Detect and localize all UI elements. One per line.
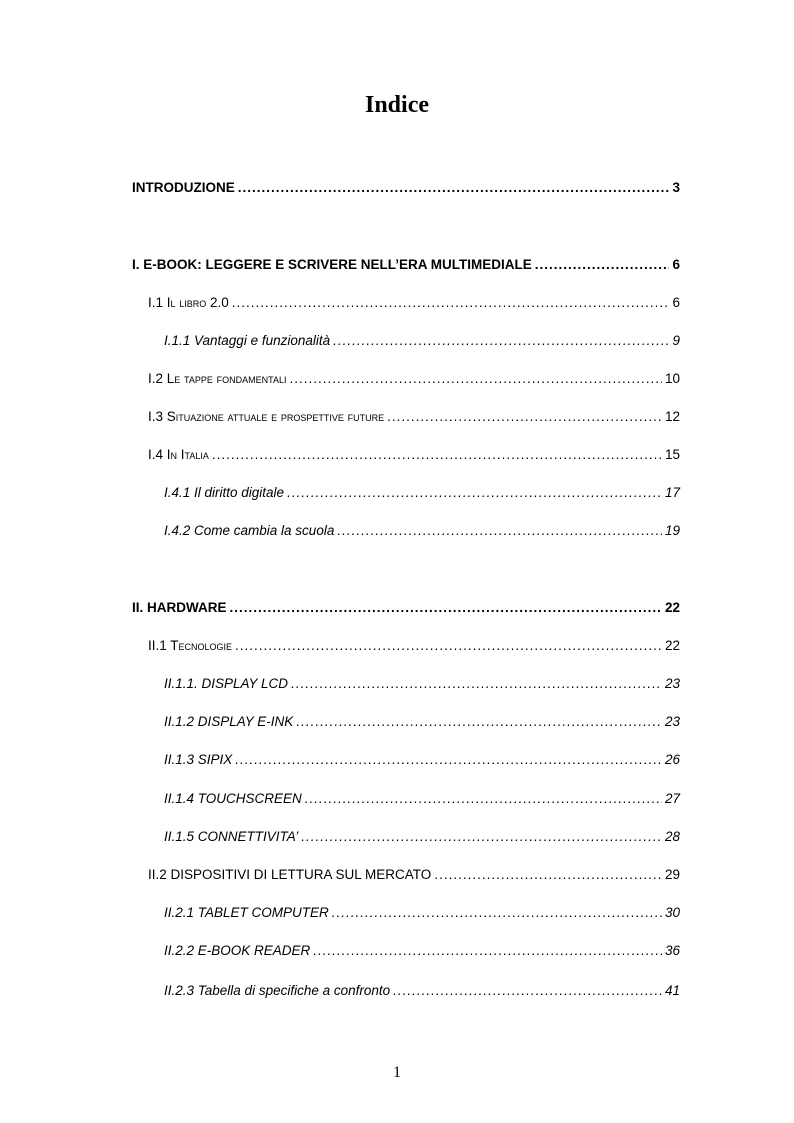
toc-entry-2-2-3[interactable]	[164, 982, 680, 1000]
toc-entry-2-1-3[interactable]	[164, 751, 680, 769]
toc-entry-page: 17	[664, 485, 680, 500]
toc-entry-label: II. HARDWARE	[132, 600, 227, 615]
toc-entry-page: 28	[664, 829, 680, 844]
toc-entry-page: 36	[664, 943, 680, 958]
toc-dot-leader	[296, 713, 662, 731]
toc-entry-label: II.2.2 E-BOOK READER	[164, 943, 311, 958]
toc-entry-1-4-2[interactable]	[164, 522, 680, 540]
toc-entry-2-2-1[interactable]	[164, 904, 680, 922]
toc-entry-chapter-2[interactable]	[132, 599, 680, 617]
toc-entry-label: II.1.1. DISPLAY LCD	[164, 676, 289, 691]
toc-dot-leader	[337, 522, 662, 540]
toc-dot-leader	[393, 982, 662, 1000]
toc-entry-page: 15	[664, 447, 680, 462]
toc-entry-page: 27	[664, 791, 680, 806]
toc-entry-label: II.2.3 Tabella di specifiche a confronto	[164, 983, 391, 998]
toc-entry-label: II.1.5 CONNETTIVITA’	[164, 829, 299, 844]
toc-dot-leader	[535, 256, 670, 274]
toc-entry-label: I.2 Le tappe fondamentali	[148, 371, 287, 386]
toc-dot-leader	[289, 370, 662, 388]
toc-entry-label: I.4 In Italia	[148, 447, 209, 462]
toc-entry-label: INTRODUZIONE	[132, 180, 235, 195]
toc-entry-2-2-2[interactable]	[164, 942, 680, 960]
toc-entry-page: 26	[664, 752, 680, 767]
toc-entry-page: 6	[672, 257, 680, 272]
toc-entry-page: 22	[664, 600, 680, 615]
toc-dot-leader	[332, 904, 662, 922]
toc-entry-label: I.4.1 Il diritto digitale	[164, 485, 285, 500]
toc-dot-leader	[387, 408, 662, 426]
toc-entry-label: I.1 Il libro 2.0	[148, 295, 229, 310]
toc-entry-page: 19	[664, 523, 680, 538]
page-number: 1	[393, 1064, 401, 1081]
toc-entry-chapter-1[interactable]	[132, 256, 680, 274]
toc-entry-page: 41	[664, 983, 680, 998]
toc-entry-label: II.2.1 TABLET COMPUTER	[164, 905, 329, 920]
toc-entry-1-2[interactable]	[148, 370, 680, 388]
toc-dot-leader	[238, 179, 670, 197]
toc-entry-label: II.1.3 SIPIX	[164, 752, 233, 767]
toc-entry-label: I.4.2 Come cambia la scuola	[164, 523, 335, 538]
toc-entry-1-1[interactable]	[148, 294, 680, 312]
toc-entry-page: 30	[664, 905, 680, 920]
toc-entry-1-3[interactable]	[148, 408, 680, 426]
toc-entry-label: I.1.1 Vantaggi e funzionalità	[164, 333, 331, 348]
toc-dot-leader	[434, 866, 662, 884]
toc-entry-2-1-2[interactable]	[164, 713, 680, 731]
toc-dot-leader	[291, 675, 662, 693]
toc-entry-1-4-1[interactable]	[164, 484, 680, 502]
toc-entry-label: II.1 Tecnologie	[148, 638, 233, 653]
toc-dot-leader	[301, 828, 662, 846]
toc-entry-page: 29	[664, 867, 680, 882]
toc-entry-label: II.2 DISPOSITIVI DI LETTURA SUL MERCATO	[148, 867, 432, 882]
toc-entry-2-1-1[interactable]	[164, 675, 680, 693]
toc-dot-leader	[235, 637, 662, 655]
toc-entry-label: I. E-BOOK: LEGGERE E SCRIVERE NELL’ERA MULTIMEDIALE	[132, 257, 532, 272]
toc-entry-2-1-4[interactable]	[164, 790, 680, 808]
toc-dot-leader	[305, 790, 662, 808]
toc-entry-label: I.3 Situazione attuale e prospettive future	[148, 409, 385, 424]
toc-entry-page: 3	[672, 180, 680, 195]
toc-entry-label: II.1.4 TOUCHSCREEN	[164, 791, 302, 806]
toc-entry-1-1-1[interactable]	[164, 332, 680, 350]
toc-dot-leader	[212, 446, 662, 464]
toc-entry-page: 23	[664, 676, 680, 691]
toc-entry-2-1-5[interactable]	[164, 828, 680, 846]
toc-dot-leader	[235, 751, 662, 769]
document-title: Indice	[364, 92, 429, 118]
toc-dot-leader	[333, 332, 669, 350]
toc-dot-leader	[232, 294, 670, 312]
toc-dot-leader	[313, 942, 662, 960]
toc-entry-page: 12	[664, 409, 680, 424]
toc-entry-label: II.1.2 DISPLAY E-INK	[164, 714, 294, 729]
toc-entry-page: 10	[664, 371, 680, 386]
toc-entry-1-4[interactable]	[148, 446, 680, 464]
toc-entry-page: 6	[672, 295, 680, 310]
toc-entry-2-2[interactable]	[148, 866, 680, 884]
toc-entry-page: 22	[664, 638, 680, 653]
toc-entry-page: 9	[672, 333, 680, 348]
toc-entry-introduzione[interactable]	[132, 179, 680, 197]
toc-entry-page: 23	[664, 714, 680, 729]
toc-dot-leader	[230, 599, 662, 617]
toc-dot-leader	[287, 484, 662, 502]
toc-entry-2-1[interactable]	[148, 637, 680, 655]
